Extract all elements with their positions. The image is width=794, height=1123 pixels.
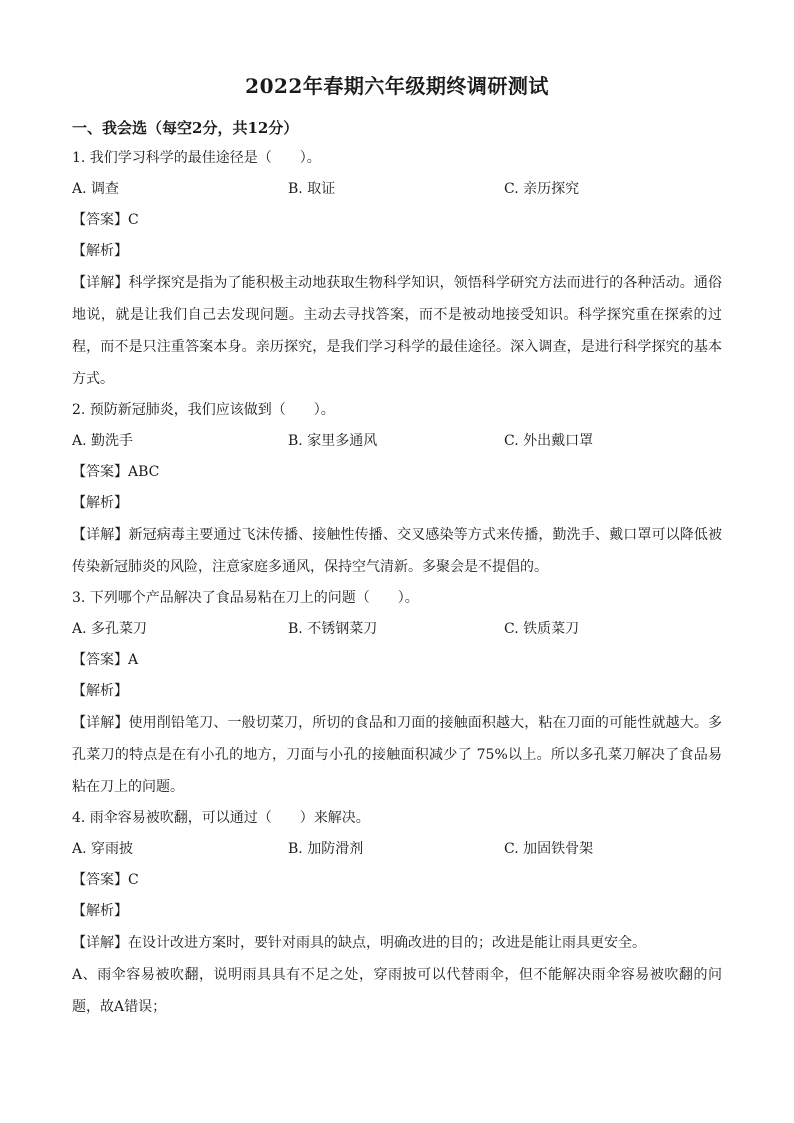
answer-line: 【答案】A xyxy=(72,652,139,668)
option-c: C. 外出戴口罩 xyxy=(504,433,594,449)
analysis-label: 【解析】 xyxy=(72,903,128,919)
analysis-label: 【解析】 xyxy=(72,243,128,259)
question-options xyxy=(72,834,722,865)
option-b: B. 加防滑剂 xyxy=(288,841,364,857)
option-c: C. 加固铁骨架 xyxy=(504,841,594,857)
question-options xyxy=(72,174,722,205)
question-stem: 4. 雨伞容易被吹翻，可以通过（ ）来解决。 xyxy=(72,810,370,826)
analysis-label: 【解析】 xyxy=(72,495,128,511)
question-4 xyxy=(72,803,722,1023)
detail-paragraph: 【详解】在设计改进方案时，要针对雨具的缺点，明确改进的目的；改进是能让雨具更安全。 xyxy=(72,935,646,951)
option-a: A. 勤洗手 xyxy=(72,433,134,449)
option-a: A. 多孔菜刀 xyxy=(72,621,148,637)
answer-line: 【答案】C xyxy=(72,872,139,888)
section-heading: 一、我会选（每空2分，共12分） xyxy=(72,119,299,137)
option-b: B. 家里多通风 xyxy=(288,433,378,449)
detail-paragraph: 【详解】科学探究是指为了能积极主动地获取生物科学知识，领悟科学研究方法而进行的各种活动。通俗地说，就是让我们自己去发现问题。主动去寻找答案，而不是被动地接受知识。科学探究重在探索的过程，而不是只注重答案本身。亲历探究，是我们学习科学的最佳途径。深入调查，是进行科学探究的基本方式。 xyxy=(72,275,722,387)
page-title: 2022年春期六年级期终调研测试 xyxy=(245,74,549,98)
question-1 xyxy=(72,143,722,395)
option-c: C. 铁质菜刀 xyxy=(504,621,580,637)
answer-line: 【答案】ABC xyxy=(72,464,160,480)
question-3 xyxy=(72,583,722,803)
question-stem: 2. 预防新冠肺炎，我们应该做到（ ）。 xyxy=(72,402,335,418)
option-b: B. 取证 xyxy=(288,181,336,197)
detail-paragraph: A、雨伞容易被吹翻，说明雨具具有不足之处，穿雨披可以代替雨伞，但不能解决雨伞容易被吹翻的问题，故A错误； xyxy=(72,967,722,1015)
option-a: A. 穿雨披 xyxy=(72,841,134,857)
detail-paragraph: 【详解】新冠病毒主要通过飞沫传播、接触性传播、交叉感染等方式来传播，勤洗手、戴口罩可以降低被传染新冠肺炎的风险，注意家庭多通风，保持空气清新。多聚会是不提倡的。 xyxy=(72,527,722,575)
question-stem: 3. 下列哪个产品解决了食品易粘在刀上的问题（ ）。 xyxy=(72,590,419,606)
question-options xyxy=(72,426,722,457)
answer-line: 【答案】C xyxy=(72,212,139,228)
question-2 xyxy=(72,395,722,583)
option-a: A. 调查 xyxy=(72,181,120,197)
detail-paragraph: 【详解】使用削铅笔刀、一般切菜刀，所切的食品和刀面的接触面积越大，粘在刀面的可能性就越大。多孔菜刀的特点是在有小孔的地方，刀面与小孔的接触面积减少了 75%以上。所以多孔菜刀解决了食品易粘在刀上的问题。 xyxy=(72,715,722,795)
question-stem: 1. 我们学习科学的最佳途径是（ ）。 xyxy=(72,150,321,166)
option-c: C. 亲历探究 xyxy=(504,181,580,197)
analysis-label: 【解析】 xyxy=(72,683,128,699)
question-options xyxy=(72,614,722,645)
option-b: B. 不锈钢菜刀 xyxy=(288,621,378,637)
